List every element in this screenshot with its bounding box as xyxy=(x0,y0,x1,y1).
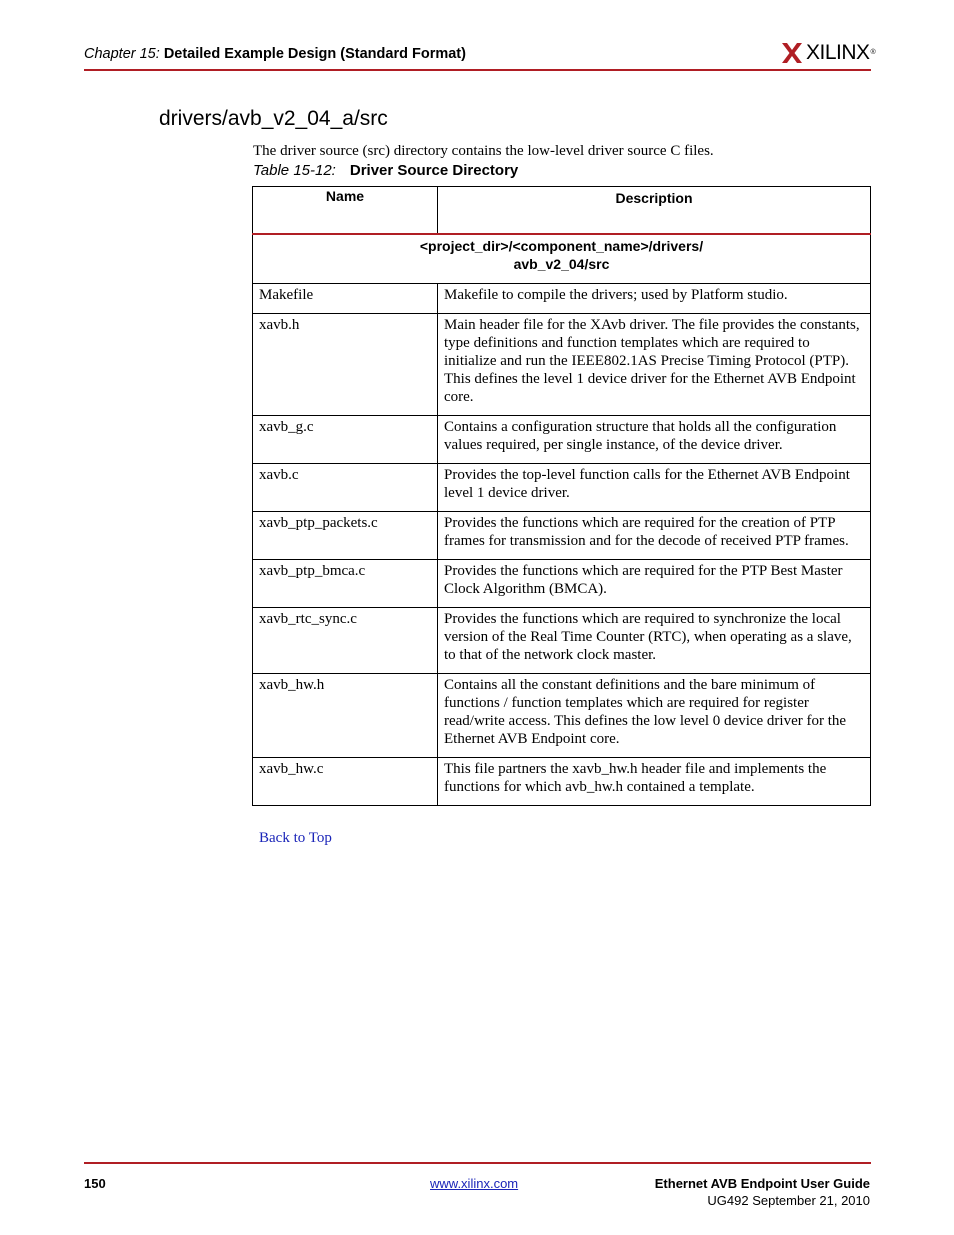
table-row xyxy=(253,464,871,512)
footer-doc-id: UG492 September 21, 2010 xyxy=(707,1193,870,1208)
table-row xyxy=(253,314,871,416)
driver-source-table xyxy=(252,186,871,806)
header-rule xyxy=(84,69,871,71)
file-name-cell: xavb.h xyxy=(253,314,438,416)
file-name-cell: xavb_g.c xyxy=(253,416,438,464)
file-name-cell: xavb_hw.h xyxy=(253,674,438,758)
group-path-line1: <project_dir>/<component_name>/drivers/ xyxy=(419,238,704,254)
file-name-cell: xavb_hw.c xyxy=(253,758,438,806)
table-row xyxy=(253,560,871,608)
chapter-label: Chapter 15: xyxy=(84,46,160,62)
logo-wordmark: XILINX® xyxy=(806,41,876,64)
file-description-cell: Makefile to compile the drivers; used by Platform studio. xyxy=(438,284,871,314)
back-to-top-link[interactable]: Back to Top xyxy=(259,830,332,846)
page-number: 150 xyxy=(84,1176,106,1191)
table-row xyxy=(253,608,871,674)
section-title: drivers/avb_v2_04_a/src xyxy=(159,107,388,130)
file-name-cell: xavb_ptp_bmca.c xyxy=(253,560,438,608)
table-row xyxy=(253,758,871,806)
file-description-cell: Provides the functions which are required for the creation of PTP frames for transmission and for the decode of received PTP frames. xyxy=(438,512,871,560)
group-path-cell xyxy=(253,234,871,284)
group-path-line2: avb_v2_04/src xyxy=(513,256,610,272)
footer-rule xyxy=(84,1162,871,1164)
footer-guide-title: Ethernet AVB Endpoint User Guide xyxy=(654,1176,870,1191)
section-intro: The driver source (src) directory contains the low-level driver source C files. xyxy=(253,143,714,159)
chapter-title: Detailed Example Design (Standard Format) xyxy=(163,46,466,62)
column-header-name: Name xyxy=(253,187,438,235)
file-name-cell: xavb_ptp_packets.c xyxy=(253,512,438,560)
table-group-row xyxy=(253,234,871,284)
table-caption-title: Driver Source Directory xyxy=(349,162,519,179)
file-name-cell: Makefile xyxy=(253,284,438,314)
column-header-description: Description xyxy=(438,187,871,235)
table-header-row xyxy=(253,187,871,235)
file-description-cell: Provides the functions which are required for the PTP Best Master Clock Algorithm (BMCA). xyxy=(438,560,871,608)
file-name-cell: xavb_rtc_sync.c xyxy=(253,608,438,674)
file-name-cell: xavb.c xyxy=(253,464,438,512)
file-description-cell: Contains a configuration structure that holds all the configuration values required, per single instance, of the device driver. xyxy=(438,416,871,464)
file-description-cell: Provides the top-level function calls for the Ethernet AVB Endpoint level 1 device driver. xyxy=(438,464,871,512)
table-caption xyxy=(253,162,518,180)
running-header xyxy=(84,45,466,63)
xilinx-mark-icon xyxy=(782,43,802,63)
table-row xyxy=(253,674,871,758)
xilinx-logo xyxy=(782,41,875,65)
table-row xyxy=(253,512,871,560)
file-description-cell: Provides the functions which are required to synchronize the local version of the Real Time Counter (RTC), when operating as a slave, to that of the network clock master. xyxy=(438,608,871,674)
file-description-cell: This file partners the xavb_hw.h header file and implements the functions for which avb_hw.h contained a template. xyxy=(438,758,871,806)
file-description-cell: Main header file for the XAvb driver. The file provides the constants, type definitions and function templates which are required to initialize and run the IEEE802.1AS Precise Timing Protocol (PTP). This defines the level 1 device driver for the Ethernet AVB Endpoint core. xyxy=(438,314,871,416)
table-row xyxy=(253,284,871,314)
footer-url-link[interactable]: www.xilinx.com xyxy=(430,1176,519,1191)
table-row xyxy=(253,416,871,464)
file-description-cell: Contains all the constant definitions and the bare minimum of functions / function templates which are required for register read/write access. This defines the low level 0 device driver for the Ethernet AVB Endpoint core. xyxy=(438,674,871,758)
table-caption-number: Table 15-12: xyxy=(253,162,336,179)
